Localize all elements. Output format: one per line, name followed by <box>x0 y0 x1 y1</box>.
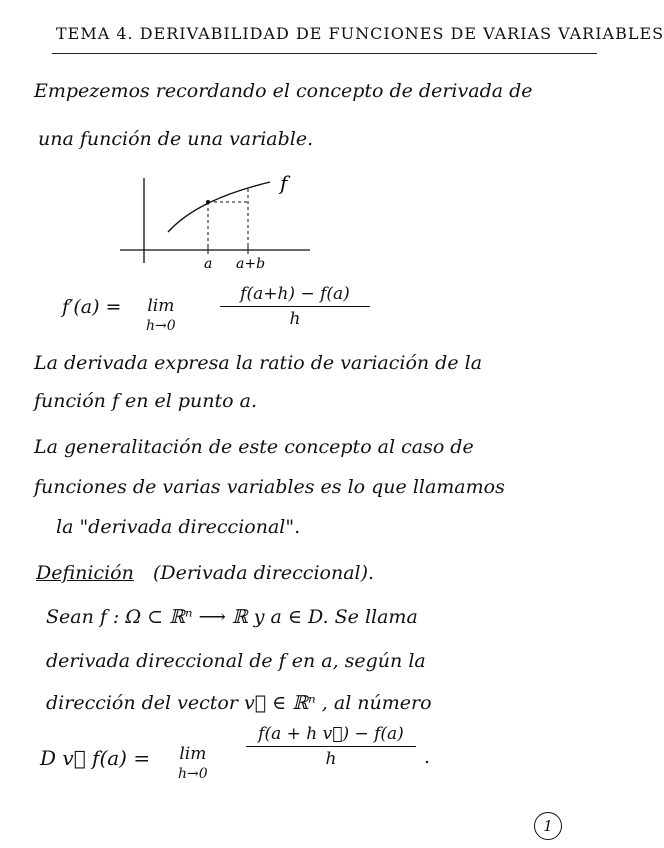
formula1-fraction <box>220 284 370 329</box>
point-a <box>206 200 210 204</box>
para2-line-3: la "derivada direccional". <box>56 516 301 538</box>
formula2-lim-word: lim <box>179 744 207 764</box>
formula2-fraction-bar <box>246 746 416 747</box>
para1-line-2: función f en el punto a. <box>34 390 258 412</box>
formula1-lim-word: lim <box>147 296 175 316</box>
para1-line-1: La derivada expresa la ratio de variación de la <box>34 352 483 374</box>
formula1-numerator: f(a+h) − f(a) <box>240 284 350 304</box>
tick-ab-label: a+b <box>236 256 266 272</box>
formula2-lhs: D v⃗ f(a) = <box>40 746 151 770</box>
formula2-numerator: f(a + h v⃗) − f(a) <box>258 724 404 744</box>
tick-a-label: a <box>204 256 213 272</box>
formula2-lim-sub: h→0 <box>178 766 208 782</box>
formula1-lhs: f′(a) = <box>62 296 122 318</box>
formula2-denominator: h <box>325 749 337 769</box>
intro-line-2: una función de una variable. <box>38 128 314 150</box>
formula1-denominator: h <box>289 309 301 329</box>
formula2-fraction <box>246 724 416 769</box>
definition-heading-paren: (Derivada direccional). <box>152 562 375 584</box>
page-number: 1 <box>534 812 562 840</box>
definition-line-2: derivada direccional de f en a, según la <box>46 650 426 672</box>
title-underline <box>52 53 597 54</box>
para2-line-2: funciones de varias variables es lo que llamamos <box>34 476 505 498</box>
function-curve <box>168 182 270 232</box>
para2-line-1: La generalitación de este concepto al caso de <box>34 436 474 458</box>
curve-label: f <box>280 171 288 195</box>
definition-line-3: dirección del vector v⃗ ∈ ℝⁿ , al número <box>46 692 432 714</box>
definition-heading: Definición <box>36 562 134 584</box>
page-title: TEMA 4. DERIVABILIDAD DE FUNCIONES DE VARIAS VARIABLES <box>56 24 664 43</box>
formula1-lim-sub: h→0 <box>146 318 176 334</box>
definition-heading-row <box>36 562 374 584</box>
formula2-end: . <box>424 746 431 768</box>
formula1-limit <box>146 296 176 336</box>
intro-line-1: Empezemos recordando el concepto de derivada de <box>34 80 533 102</box>
function-graph <box>120 168 320 278</box>
definition-line-1: Sean f : Ω ⊂ ℝⁿ ⟶ ℝ y a ∈ D. Se llama <box>46 606 418 628</box>
formula1-fraction-bar <box>220 306 370 307</box>
formula2-limit <box>178 744 208 784</box>
